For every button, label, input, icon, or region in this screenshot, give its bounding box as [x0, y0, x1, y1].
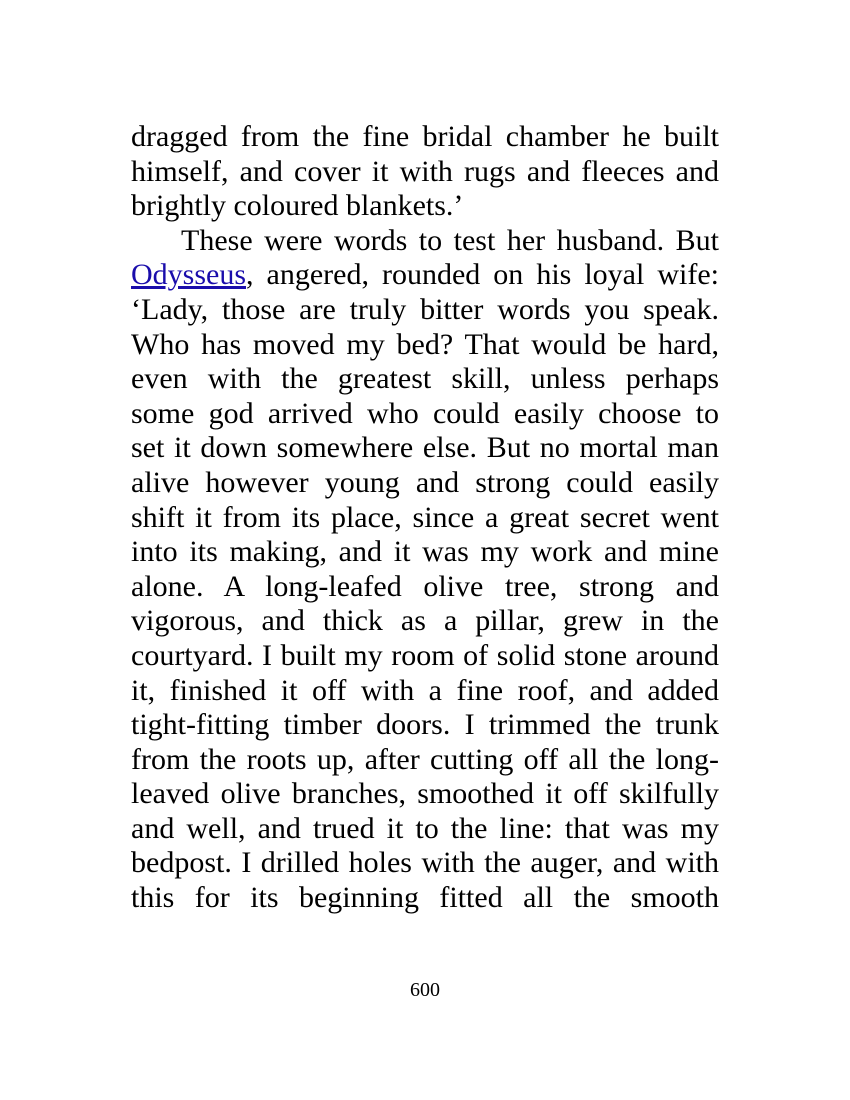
- text-line: courtyard. I built my room of solid stone around: [131, 638, 719, 672]
- text-line: leaved olive branches, smoothed it off skilfully: [131, 777, 719, 811]
- text-line: himself, and cover it with rugs and fleeces and: [131, 154, 719, 188]
- text-line: ‘Lady, those are truly bitter words you speak.: [131, 292, 719, 326]
- text-line: bedpost. I drilled holes with the auger, and with: [131, 846, 719, 880]
- text-line: some god arrived who could easily choose to: [131, 396, 719, 430]
- text-line: brightly coloured blankets.’: [131, 189, 464, 223]
- text-line: Who has moved my bed? That would be hard,: [131, 327, 719, 361]
- text-line: into its making, and it was my work and mine: [131, 535, 719, 569]
- text-line: vigorous, and thick as a pillar, grew in the: [131, 604, 719, 638]
- text-line: tight-fitting timber doors. I trimmed the trunk: [131, 708, 719, 742]
- text-line: These were words to test her husband. But: [181, 223, 719, 257]
- text-line: it, finished it off with a fine roof, and added: [131, 673, 719, 707]
- text-line: from the roots up, after cutting off all the long-: [131, 742, 719, 776]
- text-line: set it down somewhere else. But no mortal man: [131, 431, 719, 465]
- text-line: even with the greatest skill, unless perhaps: [131, 362, 719, 396]
- text-line: shift it from its place, since a great secret went: [131, 500, 719, 534]
- text-line: dragged from the fine bridal chamber he built: [131, 120, 719, 153]
- text-line: and well, and trued it to the line: that was my: [131, 811, 719, 845]
- page-number: 600: [410, 979, 440, 1001]
- odysseus-link[interactable]: Odysseus: [131, 258, 247, 292]
- text-line: [131, 258, 719, 293]
- text-line: this for its beginning fitted all the smooth: [131, 881, 719, 915]
- text-line: alive however young and strong could easily: [131, 465, 719, 499]
- body-text: [131, 120, 719, 916]
- text-line: alone. A long-leafed olive tree, strong and: [131, 569, 719, 603]
- text-fragment: , angered, rounded on his loyal wife:: [246, 258, 719, 292]
